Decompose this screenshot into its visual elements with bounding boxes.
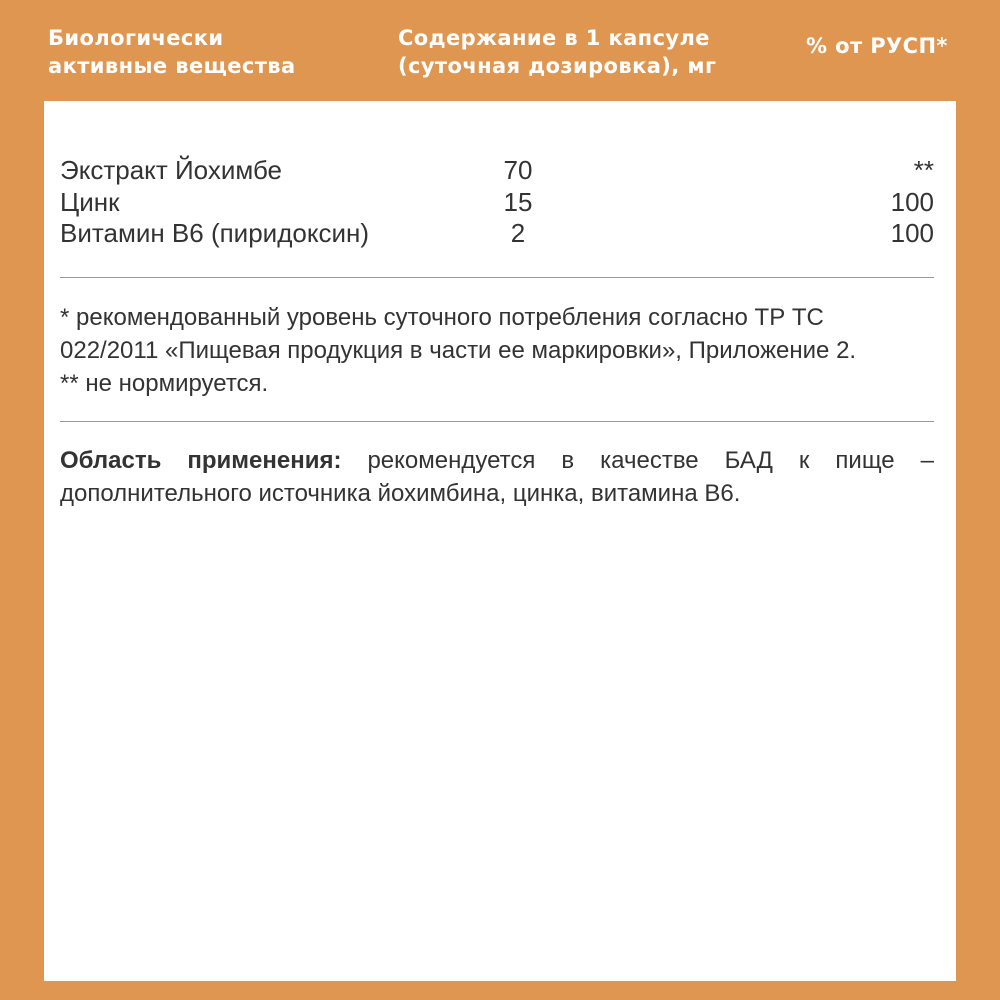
table-row xyxy=(60,218,934,250)
divider xyxy=(60,277,934,278)
substance-name: Витамин В6 (пиридоксин) xyxy=(60,218,370,248)
usage-section xyxy=(60,444,934,510)
substance-percent: 100 xyxy=(890,186,934,217)
header-content-line1: Содержание в 1 капсуле xyxy=(398,26,710,50)
footnote-line: * рекомендованный уровень суточного потребления согласно ТР ТС xyxy=(60,304,824,331)
substance-percent: ** xyxy=(913,155,934,185)
header-percent-rdi xyxy=(806,32,948,60)
header-content-line2: (суточная дозировка), мг xyxy=(398,54,717,78)
divider xyxy=(60,421,934,422)
substance-amount: 15 xyxy=(503,186,533,217)
substance-percent: 100 xyxy=(890,218,934,248)
footnote-line: 022/2011 «Пищевая продукция в части ее маркировки», Приложение 2. xyxy=(60,337,857,364)
table-row xyxy=(60,187,934,219)
header-active-substances xyxy=(48,24,296,80)
composition-table xyxy=(60,155,934,250)
substance-name: Экстракт Йохимбе xyxy=(60,155,283,185)
table-row xyxy=(60,155,934,187)
substance-name: Цинк xyxy=(60,186,120,217)
usage-text: рекомендуется в качестве БАД к пище – дополнительного источника йохимбина, цинка, витамина В6. xyxy=(60,447,934,507)
content-panel xyxy=(44,101,956,981)
table-header xyxy=(0,0,1000,100)
usage-label: Область применения: xyxy=(60,447,342,474)
header-active-substances-line2: активные вещества xyxy=(48,54,296,78)
header-active-substances-line1: Биологически xyxy=(48,26,224,50)
substance-amount: 2 xyxy=(510,218,526,248)
header-percent-rdi-label: % от РУСП* xyxy=(806,34,948,58)
substance-amount: 70 xyxy=(503,155,533,185)
footnote-line: ** не нормируется. xyxy=(60,370,269,397)
header-content-per-capsule xyxy=(398,24,716,80)
footnotes xyxy=(60,301,934,400)
